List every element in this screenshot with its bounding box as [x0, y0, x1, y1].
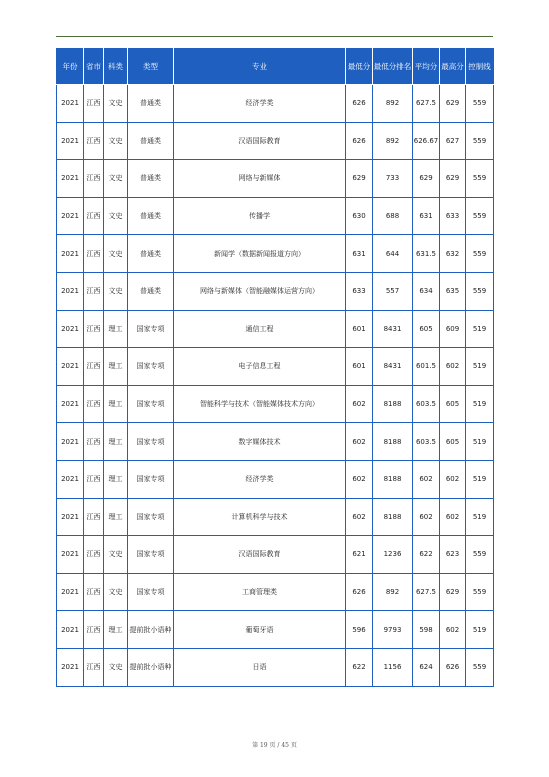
cell-major: 传播学	[174, 197, 346, 235]
cell-admission-type: 普通类	[128, 85, 174, 123]
cell-admission-type: 国家专项	[128, 460, 174, 498]
cell-min-score: 626	[346, 573, 373, 611]
cell-admission-type: 国家专项	[128, 385, 174, 423]
cell-province: 江西	[84, 423, 104, 461]
cell-max-score: 623	[440, 536, 466, 574]
table-row	[57, 348, 494, 386]
cell-province: 江西	[84, 573, 104, 611]
cell-min-score-rank: 1236	[373, 536, 413, 574]
cell-average-score: 626.67	[413, 122, 440, 160]
cell-average-score: 603.5	[413, 423, 440, 461]
cell-year: 2021	[57, 348, 84, 386]
cell-subject-category: 文史	[104, 197, 128, 235]
column-header-subject-category: 科类	[104, 49, 128, 85]
cell-min-score: 626	[346, 85, 373, 123]
table-header	[57, 49, 494, 85]
cell-control-line: 519	[466, 611, 494, 649]
table-row	[57, 385, 494, 423]
top-rule	[56, 36, 493, 37]
cell-max-score: 605	[440, 423, 466, 461]
cell-min-score: 631	[346, 235, 373, 273]
table-row	[57, 460, 494, 498]
cell-average-score: 631.5	[413, 235, 440, 273]
cell-admission-type: 国家专项	[128, 573, 174, 611]
cell-admission-type: 国家专项	[128, 498, 174, 536]
column-header-average-score: 平均分	[413, 49, 440, 85]
cell-admission-type: 普通类	[128, 160, 174, 198]
cell-min-score-rank: 1156	[373, 648, 413, 686]
cell-average-score: 598	[413, 611, 440, 649]
cell-control-line: 519	[466, 498, 494, 536]
cell-subject-category: 理工	[104, 310, 128, 348]
cell-max-score: 605	[440, 385, 466, 423]
cell-province: 江西	[84, 310, 104, 348]
cell-subject-category: 理工	[104, 498, 128, 536]
cell-average-score: 622	[413, 536, 440, 574]
cell-admission-type: 普通类	[128, 197, 174, 235]
cell-max-score: 602	[440, 611, 466, 649]
cell-year: 2021	[57, 498, 84, 536]
cell-min-score-rank: 8188	[373, 498, 413, 536]
table-row	[57, 122, 494, 160]
cell-average-score: 627.5	[413, 85, 440, 123]
cell-subject-category: 文史	[104, 272, 128, 310]
cell-admission-type: 国家专项	[128, 536, 174, 574]
cell-major: 数字媒体技术	[174, 423, 346, 461]
cell-subject-category: 理工	[104, 423, 128, 461]
cell-min-score: 602	[346, 498, 373, 536]
cell-average-score: 634	[413, 272, 440, 310]
cell-subject-category: 文史	[104, 122, 128, 160]
cell-min-score: 621	[346, 536, 373, 574]
cell-year: 2021	[57, 573, 84, 611]
cell-min-score-rank: 688	[373, 197, 413, 235]
cell-year: 2021	[57, 648, 84, 686]
cell-average-score: 602	[413, 498, 440, 536]
cell-average-score: 631	[413, 197, 440, 235]
cell-subject-category: 理工	[104, 385, 128, 423]
column-header-max-score: 最高分	[440, 49, 466, 85]
cell-max-score: 629	[440, 573, 466, 611]
cell-province: 江西	[84, 160, 104, 198]
cell-province: 江西	[84, 648, 104, 686]
table-row	[57, 235, 494, 273]
cell-major: 汉语国际教育	[174, 122, 346, 160]
cell-province: 江西	[84, 498, 104, 536]
cell-average-score: 624	[413, 648, 440, 686]
column-header-year: 年份	[57, 49, 84, 85]
cell-min-score: 630	[346, 197, 373, 235]
cell-subject-category: 文史	[104, 235, 128, 273]
cell-average-score: 629	[413, 160, 440, 198]
cell-average-score: 602	[413, 460, 440, 498]
cell-year: 2021	[57, 235, 84, 273]
cell-min-score: 622	[346, 648, 373, 686]
cell-max-score: 626	[440, 648, 466, 686]
cell-admission-type: 提前批小语种	[128, 648, 174, 686]
cell-admission-type: 国家专项	[128, 310, 174, 348]
cell-min-score-rank: 8431	[373, 310, 413, 348]
cell-major: 网络与新媒体（智能融媒体运营方向）	[174, 272, 346, 310]
cell-province: 江西	[84, 536, 104, 574]
cell-control-line: 559	[466, 536, 494, 574]
column-header-control-line: 控制线	[466, 49, 494, 85]
table-row	[57, 423, 494, 461]
cell-max-score: 629	[440, 160, 466, 198]
cell-province: 江西	[84, 85, 104, 123]
cell-control-line: 519	[466, 385, 494, 423]
cell-major: 新闻学（数据新闻报道方向）	[174, 235, 346, 273]
cell-major: 智能科学与技术（智能媒体技术方向）	[174, 385, 346, 423]
cell-year: 2021	[57, 611, 84, 649]
cell-major: 电子信息工程	[174, 348, 346, 386]
cell-max-score: 629	[440, 85, 466, 123]
cell-province: 江西	[84, 272, 104, 310]
cell-province: 江西	[84, 611, 104, 649]
cell-max-score: 602	[440, 498, 466, 536]
cell-admission-type: 国家专项	[128, 348, 174, 386]
table-row	[57, 611, 494, 649]
table-row	[57, 648, 494, 686]
cell-min-score: 601	[346, 310, 373, 348]
column-header-major: 专业	[174, 49, 346, 85]
cell-year: 2021	[57, 85, 84, 123]
table-row	[57, 310, 494, 348]
table-row	[57, 272, 494, 310]
cell-min-score-rank: 8188	[373, 423, 413, 461]
cell-min-score-rank: 557	[373, 272, 413, 310]
cell-control-line: 559	[466, 197, 494, 235]
column-header-min-score: 最低分	[346, 49, 373, 85]
cell-max-score: 602	[440, 348, 466, 386]
cell-major: 汉语国际教育	[174, 536, 346, 574]
table-body	[57, 85, 494, 687]
cell-subject-category: 文史	[104, 536, 128, 574]
cell-control-line: 559	[466, 573, 494, 611]
cell-year: 2021	[57, 385, 84, 423]
cell-major: 计算机科学与技术	[174, 498, 346, 536]
cell-min-score: 633	[346, 272, 373, 310]
cell-year: 2021	[57, 423, 84, 461]
table-row	[57, 85, 494, 123]
cell-control-line: 519	[466, 423, 494, 461]
cell-subject-category: 文史	[104, 160, 128, 198]
cell-control-line: 519	[466, 460, 494, 498]
cell-min-score: 596	[346, 611, 373, 649]
cell-control-line: 519	[466, 310, 494, 348]
cell-admission-type: 国家专项	[128, 423, 174, 461]
cell-subject-category: 文史	[104, 573, 128, 611]
cell-major: 网络与新媒体	[174, 160, 346, 198]
cell-subject-category: 文史	[104, 85, 128, 123]
cell-control-line: 559	[466, 160, 494, 198]
cell-major: 通信工程	[174, 310, 346, 348]
cell-major: 日语	[174, 648, 346, 686]
cell-control-line: 559	[466, 85, 494, 123]
cell-year: 2021	[57, 122, 84, 160]
cell-major: 经济学类	[174, 85, 346, 123]
cell-province: 江西	[84, 460, 104, 498]
cell-province: 江西	[84, 197, 104, 235]
cell-average-score: 627.5	[413, 573, 440, 611]
cell-control-line: 559	[466, 648, 494, 686]
cell-year: 2021	[57, 160, 84, 198]
table-row	[57, 498, 494, 536]
cell-min-score: 626	[346, 122, 373, 160]
cell-control-line: 559	[466, 235, 494, 273]
cell-min-score-rank: 892	[373, 85, 413, 123]
table-row	[57, 573, 494, 611]
cell-average-score: 603.5	[413, 385, 440, 423]
cell-min-score-rank: 644	[373, 235, 413, 273]
cell-min-score: 601	[346, 348, 373, 386]
cell-min-score-rank: 8188	[373, 460, 413, 498]
cell-major: 经济学类	[174, 460, 346, 498]
cell-min-score-rank: 892	[373, 122, 413, 160]
cell-max-score: 633	[440, 197, 466, 235]
cell-min-score-rank: 8431	[373, 348, 413, 386]
cell-average-score: 601.5	[413, 348, 440, 386]
cell-admission-type: 普通类	[128, 272, 174, 310]
column-header-min-score-rank: 最低分排名	[373, 49, 413, 85]
cell-control-line: 559	[466, 122, 494, 160]
cell-subject-category: 文史	[104, 648, 128, 686]
cell-admission-type: 普通类	[128, 122, 174, 160]
cell-year: 2021	[57, 460, 84, 498]
cell-admission-type: 普通类	[128, 235, 174, 273]
cell-control-line: 519	[466, 348, 494, 386]
cell-max-score: 627	[440, 122, 466, 160]
cell-year: 2021	[57, 197, 84, 235]
cell-max-score: 602	[440, 460, 466, 498]
cell-province: 江西	[84, 122, 104, 160]
admission-scores-table	[56, 48, 494, 687]
cell-control-line: 559	[466, 272, 494, 310]
cell-subject-category: 理工	[104, 611, 128, 649]
cell-province: 江西	[84, 348, 104, 386]
cell-subject-category: 理工	[104, 348, 128, 386]
cell-min-score-rank: 9793	[373, 611, 413, 649]
cell-min-score: 602	[346, 423, 373, 461]
table-row	[57, 197, 494, 235]
cell-min-score-rank: 892	[373, 573, 413, 611]
table-row	[57, 160, 494, 198]
cell-major: 葡萄牙语	[174, 611, 346, 649]
cell-admission-type: 提前批小语种	[128, 611, 174, 649]
cell-min-score-rank: 733	[373, 160, 413, 198]
cell-average-score: 605	[413, 310, 440, 348]
column-header-province: 省市	[84, 49, 104, 85]
cell-province: 江西	[84, 385, 104, 423]
cell-max-score: 635	[440, 272, 466, 310]
cell-major: 工商管理类	[174, 573, 346, 611]
cell-province: 江西	[84, 235, 104, 273]
table-row	[57, 536, 494, 574]
cell-max-score: 609	[440, 310, 466, 348]
cell-min-score: 629	[346, 160, 373, 198]
cell-min-score-rank: 8188	[373, 385, 413, 423]
cell-year: 2021	[57, 272, 84, 310]
page-footer: 第 19 页 / 45 页	[252, 742, 297, 749]
cell-year: 2021	[57, 310, 84, 348]
cell-min-score: 602	[346, 385, 373, 423]
header-row	[57, 49, 494, 85]
cell-year: 2021	[57, 536, 84, 574]
cell-subject-category: 理工	[104, 460, 128, 498]
cell-min-score: 602	[346, 460, 373, 498]
column-header-admission-type: 类型	[128, 49, 174, 85]
cell-max-score: 632	[440, 235, 466, 273]
